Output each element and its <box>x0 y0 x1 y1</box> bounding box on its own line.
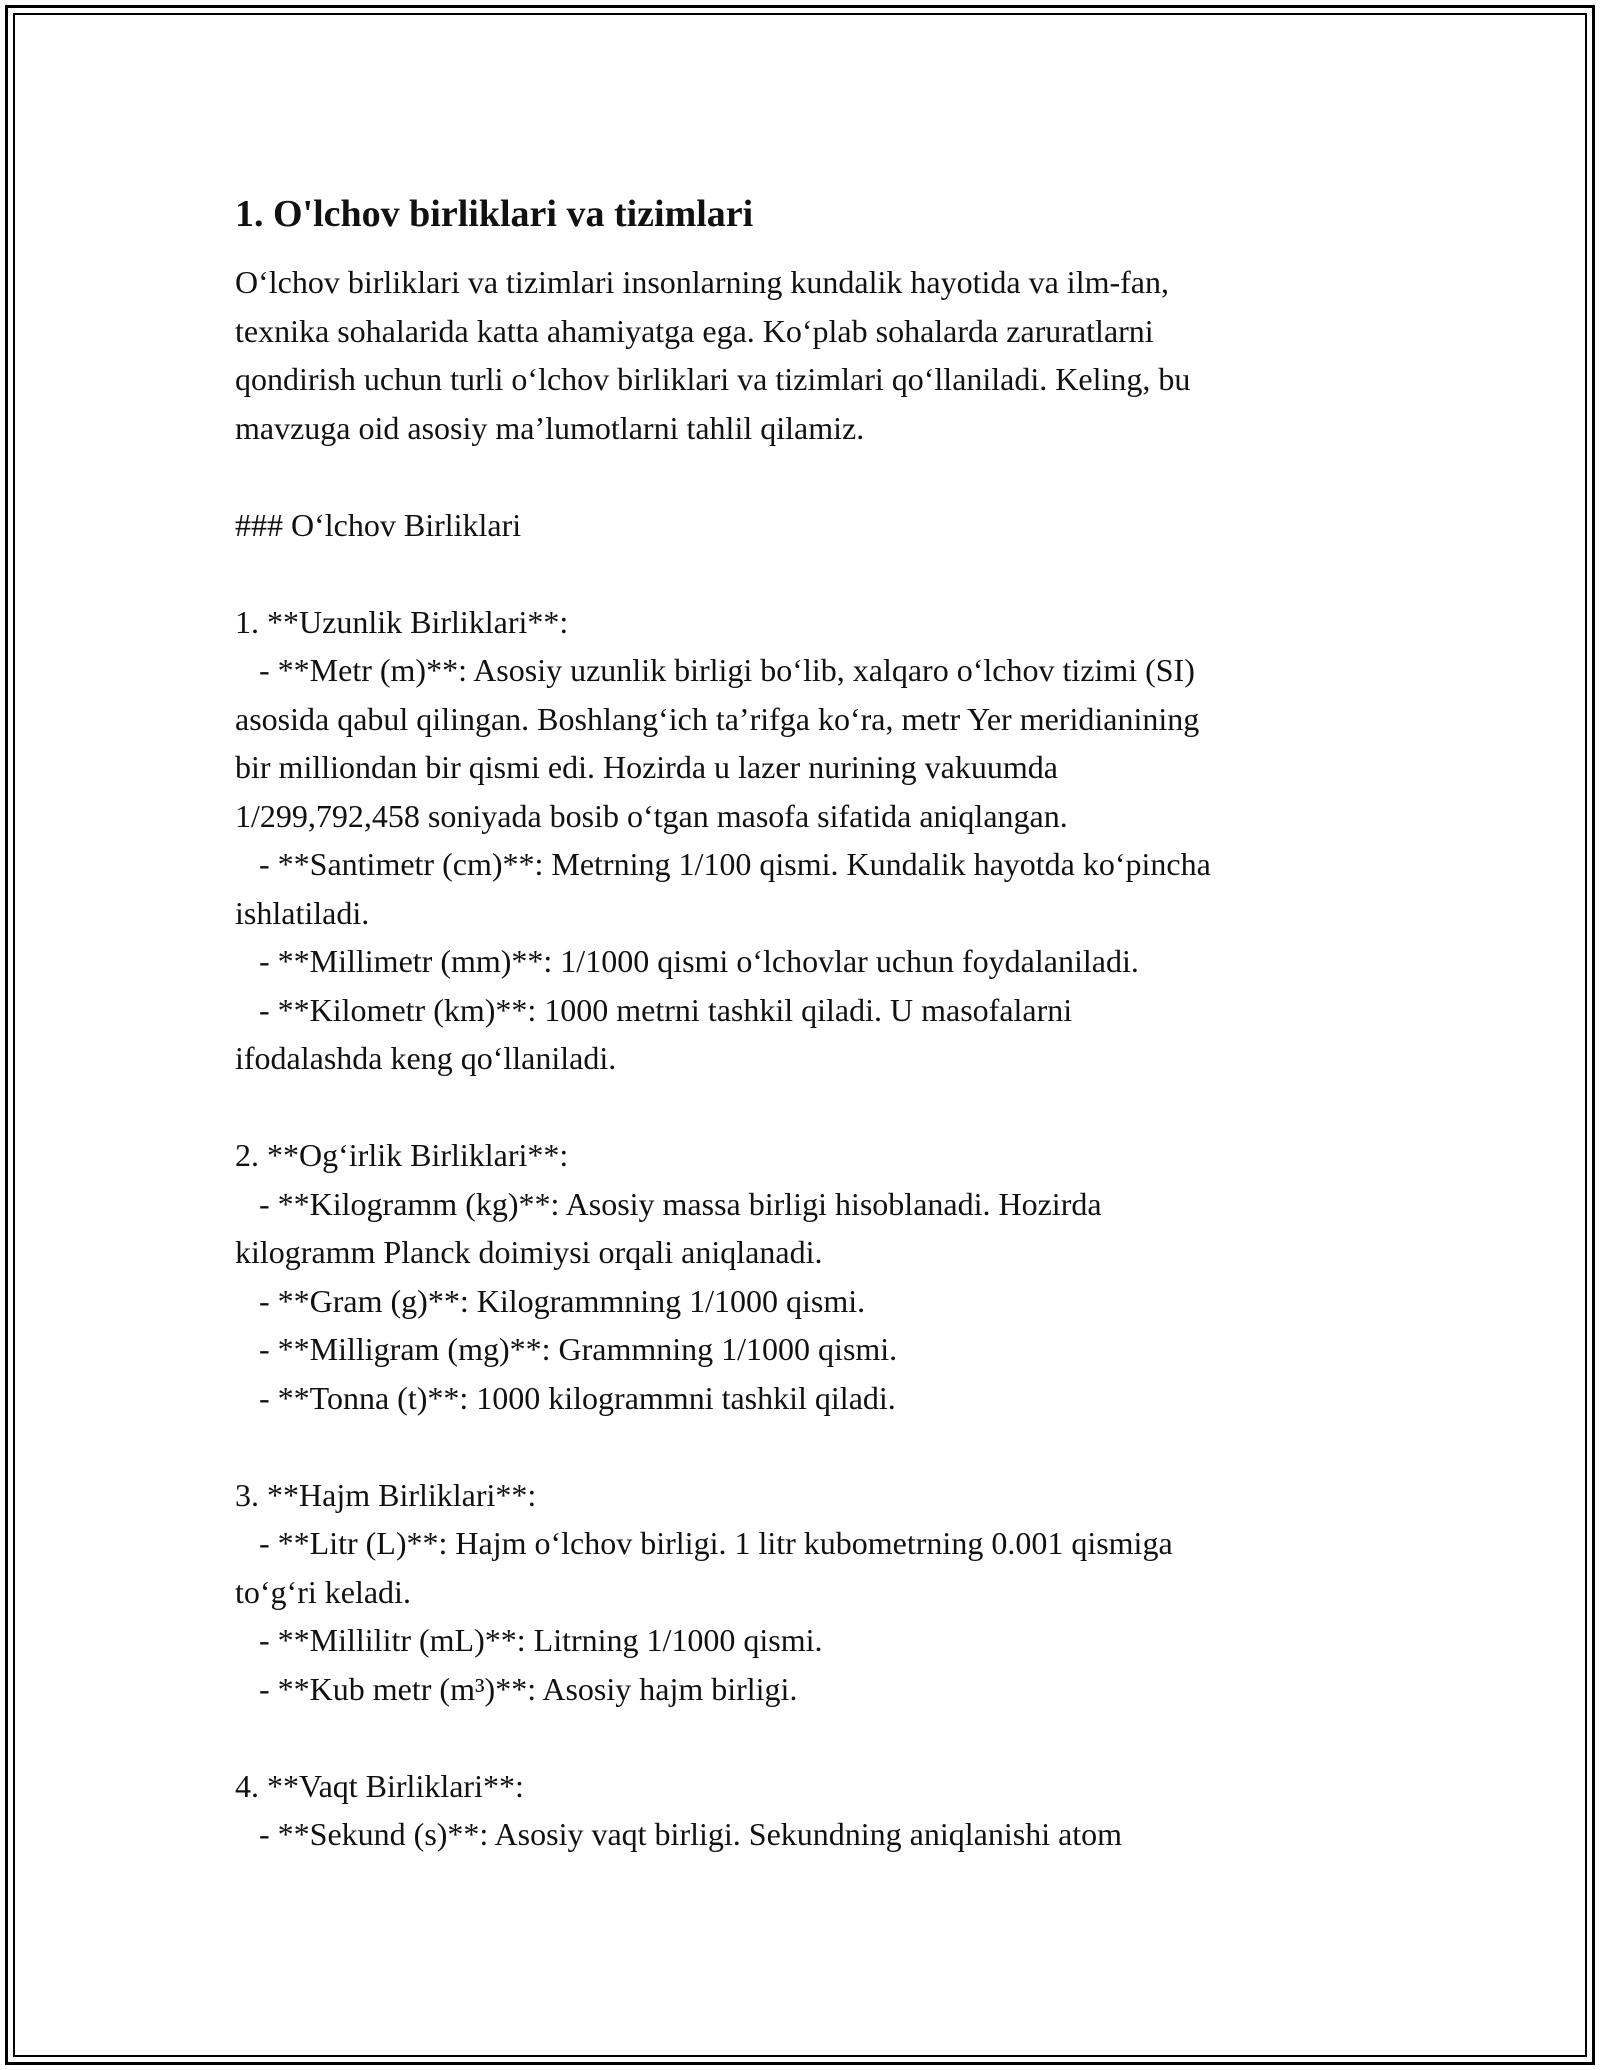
text-line: mavzuga oid asosiy maʼlumotlarni tahlil qilamiz. <box>235 409 865 446</box>
text-line: ishlatiladi. <box>235 894 370 931</box>
text-line: toʻgʻri keladi. <box>235 1573 411 1610</box>
text-line: asosida qabul qilingan. Boshlangʻich taʼrifga koʻra, metr Yer meridianining <box>235 700 1200 737</box>
text-line: - **Santimetr (cm)**: Metrning 1/100 qismi. Kundalik hayotda koʻpincha <box>235 846 1211 882</box>
text-line: bir milliondan bir qismi edi. Hozirda u lazer nurining vakuumda <box>235 749 1058 785</box>
blank-line <box>235 452 1385 501</box>
blank-line <box>235 1422 1385 1471</box>
text-line: 1. **Uzunlik Birliklari**: <box>235 603 569 640</box>
text-line: - **Kub metr (m³)**: Asosiy hajm birligi. <box>235 1670 798 1707</box>
text-line: texnika sohalarida katta ahamiyatga ega. Koʻplab sohalarda zaruratlarni <box>235 312 1154 349</box>
blank-line <box>235 549 1385 598</box>
text-line: - **Sekund (s)**: Asosiy vaqt birligi. Sekundning aniqlanishi atom <box>235 1816 1123 1852</box>
text-line: kilogramm Planck doimiysi orqali aniqlanadi. <box>235 1234 823 1270</box>
document-title: 1. O'lchov birliklari va tizimlari <box>235 193 754 235</box>
text-line: - **Milligram (mg)**: Grammning 1/1000 qismi. <box>235 1331 898 1367</box>
text-line: - **Kilogramm (kg)**: Asosiy massa birligi hisoblanadi. Hozirda <box>235 1185 1102 1222</box>
text-line: ifodalashda keng qoʻllaniladi. <box>235 1040 617 1076</box>
text-line: 3. **Hajm Birliklari**: <box>235 1476 537 1513</box>
text-line: 2. **Ogʻirlik Birliklari**: <box>235 1137 569 1173</box>
text-line: - **Millimetr (mm)**: 1/1000 qismi oʻlchovlar uchun foydalaniladi. <box>235 943 1139 979</box>
text-line: - **Litr (L)**: Hajm oʻlchov birligi. 1 litr kubometrning 0.001 qismiga <box>235 1525 1173 1561</box>
text-line: - **Metr (m)**: Asosiy uzunlik birligi boʻlib, xalqaro oʻlchov tizimi (SI) <box>235 652 1195 688</box>
text-line: - **Millilitr (mL)**: Litrning 1/1000 qismi. <box>235 1622 823 1658</box>
text-line: 1/299,792,458 soniyada bosib oʻtgan masofa sifatida aniqlangan. <box>235 797 1068 834</box>
text-line: 4. **Vaqt Birliklari**: <box>235 1767 524 1804</box>
text-line: qondirish uchun turli oʻlchov birliklari va tizimlari qoʻllaniladi. Keling, bu <box>235 361 1191 397</box>
blank-line <box>235 1083 1385 1132</box>
blank-line <box>235 1713 1385 1762</box>
document-body <box>235 190 1385 1859</box>
text-line: Oʻlchov birliklari va tizimlari insonlarning kundalik hayotida va ilm-fan, <box>235 264 1169 300</box>
text-line: - **Tonna (t)**: 1000 kilogrammni tashkil qiladi. <box>235 1379 896 1416</box>
document-text <box>235 258 1385 1859</box>
text-line: - **Gram (g)**: Kilogrammning 1/1000 qismi. <box>235 1282 866 1319</box>
text-line: - **Kilometr (km)**: 1000 metrni tashkil qiladi. U masofalarni <box>235 991 1073 1028</box>
text-line: ### Oʻlchov Birliklari <box>235 506 522 543</box>
